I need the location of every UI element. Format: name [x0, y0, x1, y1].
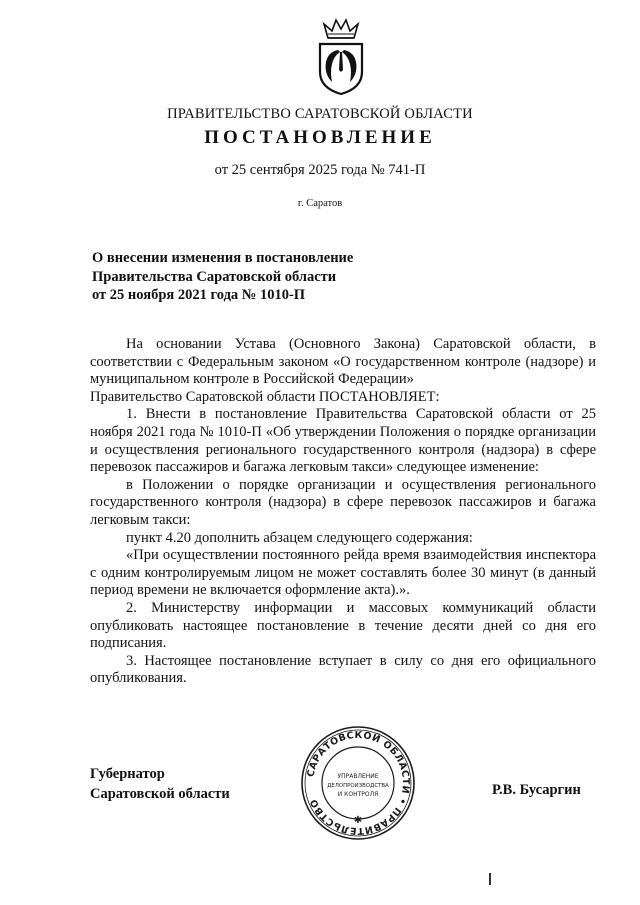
stamp-star-icon: ✱: [353, 815, 363, 826]
preamble-resolution-line: Правительство Саратовской области ПОСТАНОВЛЯЕТ:: [90, 388, 440, 405]
official-stamp: [300, 725, 416, 841]
document-subject: [92, 249, 422, 305]
coat-of-arms-emblem: [314, 16, 368, 96]
item-1-subparagraph: в Положении о порядке организации и осуществления регионального государственного контроля (надзора) в сфере перевозок пассажиров и багажа легковым такси:: [90, 476, 596, 528]
stamp-inner-line: И КОНТРОЛЯ: [337, 791, 379, 798]
signatory-title-line: Саратовской области: [90, 786, 230, 802]
subject-line: от 25 ноября 2021 года № 1010-П: [92, 287, 306, 303]
stamp-outer-text: САРАТОВСКОЙ ОБЛАСТИ • ПРАВИТЕЛЬСТВО: [305, 729, 412, 837]
item-2-paragraph: 2. Министерству информации и массовых коммуникаций области опубликовать настоящее постановление в течение десяти дней со дня его подписания.: [90, 599, 596, 652]
document-date-number: от 25 сентября 2025 года № 741-П: [214, 162, 426, 178]
stamp-inner-line: УПРАВЛЕНИЕ: [337, 773, 379, 780]
item-1-point: пункт 4.20 дополнить абзацем следующего содержания:: [126, 529, 473, 546]
document-city: г. Саратов: [297, 198, 343, 209]
stamp-inner-line: ДЕЛОПРОИЗВОДСТВА: [327, 783, 389, 789]
signatory-title: [90, 764, 230, 804]
page-footer-mark: [489, 873, 491, 885]
preamble-paragraph: На основании Устава (Основного Закона) Саратовской области, в соответствии с Федеральным законом «О государственном контроле (надзоре) и муниципальном контроле в Российской Федерации»: [90, 336, 596, 388]
signatory-name: Р.В. Бусаргин: [492, 782, 581, 798]
item-1-quote: «При осуществлении постоянного рейда время взаимодействия инспектора с одним контролируемым лицом не может составлять более 30 минут (в данный период времени не включается оформление акта).».: [90, 547, 596, 599]
subject-line: Правительства Саратовской области: [92, 268, 337, 285]
subject-line: О внесении изменения в постановление: [92, 250, 354, 266]
item-3-paragraph: 3. Настоящее постановление вступает в силу со дня его официального опубликования.: [90, 652, 596, 687]
document-type: ПОСТАНОВЛЕНИЕ: [204, 127, 436, 148]
item-1-paragraph: 1. Внести в постановление Правительства Саратовской области от 25 ноября 2021 года № 1010-П «Об утверждении Положения о порядке организации и осуществления регионального государственного контроля (надзора) в сфере перевозок пассажиров и багажа легковым такси» следующее изменение:: [90, 406, 596, 476]
organization-name: ПРАВИТЕЛЬСТВО САРАТОВСКОЙ ОБЛАСТИ: [167, 106, 473, 122]
signatory-title-line: Губернатор: [90, 766, 165, 782]
document-body: [90, 336, 596, 688]
